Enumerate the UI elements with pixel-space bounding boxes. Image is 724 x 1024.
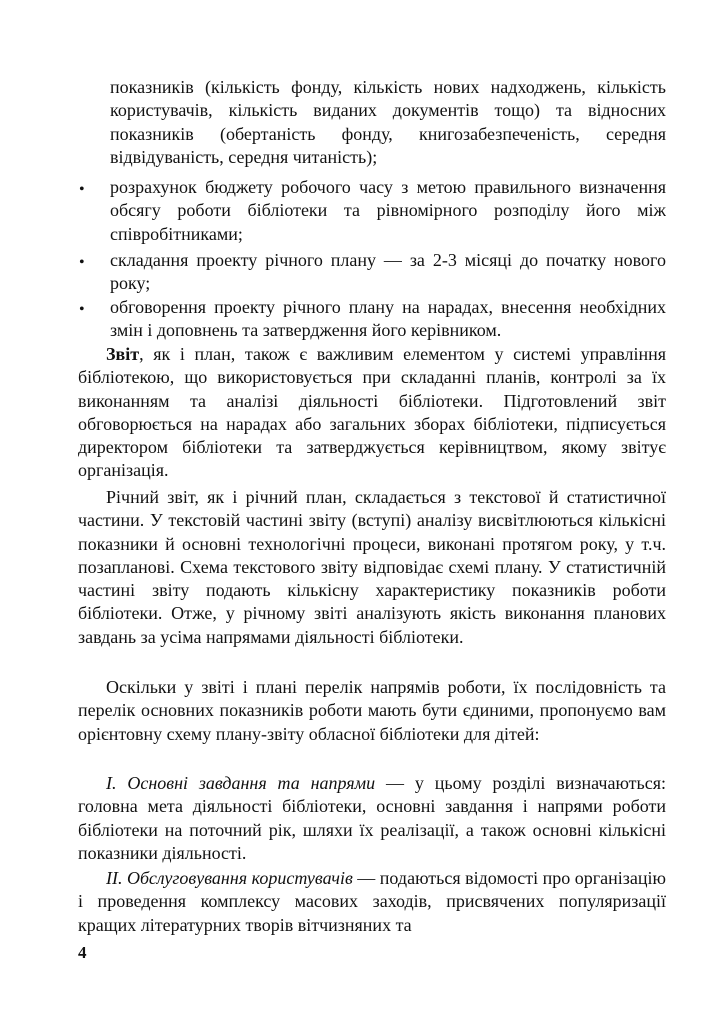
report-paragraph-text: , як і план, також є важливим елементом у системі управління бібліотекою, що використовується при складанні планів, контролі за їх виконанням та аналізі діяльності бібліотеки. Підготовлений звіт обговорюється на нарадах або загальних зборах бібліотеки, підписується директором бібліотеки та затверджується керівництвом, якому звітує організація. bbox=[78, 344, 666, 481]
section-two-paragraph bbox=[78, 867, 666, 937]
section-one-heading: І. Основні завдання та напрями bbox=[106, 773, 376, 793]
report-paragraph bbox=[78, 343, 666, 483]
continuation-paragraph: показників (кількість фонду, кількість нових надходжень, кількість користувачів, кількість виданих документів тощо) та відносних показників (обертаність фонду, книгозабезпеченість, середня відвідуваність, середня читаність); bbox=[110, 77, 666, 167]
bullet-marker: • bbox=[79, 181, 85, 198]
scheme-intro-paragraph: Оскільки у звіті і плані перелік напрямів роботи, їх послідовність та перелік основних показників роботи мають бути єдиними, пропонуємо вам орієнтовну схему плану-звіту обласної бібліотеки для дітей: bbox=[78, 677, 666, 744]
bullet-marker: • bbox=[79, 301, 85, 318]
section-two-heading: ІІ. Обслуговування користувачів bbox=[106, 868, 353, 888]
section-one-paragraph bbox=[78, 772, 666, 865]
bullet-item: розрахунок бюджету робочого часу з метою правильного визначення обсягу роботи бібліотеки та рівномірного розподілу його між співробітниками; bbox=[110, 177, 666, 244]
annual-report-paragraph: Річний звіт, як і річний план, складається з текстової й статистичної частини. У текстовій частині звіту (вступі) аналізу висвітлюються кількісні показники й основні технологічні процеси, виконані протягом року, у т.ч. позапланові. Схема текстового звіту відповідає схемі плану. У статистичній частині звіту подають кількісну характеристику показників роботи бібліотеки. Отже, у річному звіті аналізують якість виконання планових завдань за усіма напрямами діяльності бібліотеки. bbox=[78, 487, 666, 647]
bullet-item: обговорення проекту річного плану на нарадах, внесення необхідних змін і доповнень та затвердження його керівником. bbox=[110, 297, 666, 341]
section-one-text: — у цьому розділі визначаються: головна мета діяльності бібліотеки, основні завдання і напрями роботи бібліотеки на поточний рік, шляхи їх реалізації, а також основні кількісні показники діяльності. bbox=[78, 773, 667, 863]
bullet-marker: • bbox=[79, 254, 85, 271]
bullet-item: складання проекту річного плану — за 2-3 місяці до початку нового року; bbox=[110, 250, 666, 294]
page-number: 4 bbox=[78, 943, 87, 962]
report-lead-term: Звіт bbox=[106, 344, 140, 364]
section-two-text: — подаються відомості про організацію і проведення комплексу масових заходів, присвячених популяризації кращих літературних творів вітчизняних та bbox=[78, 868, 666, 935]
